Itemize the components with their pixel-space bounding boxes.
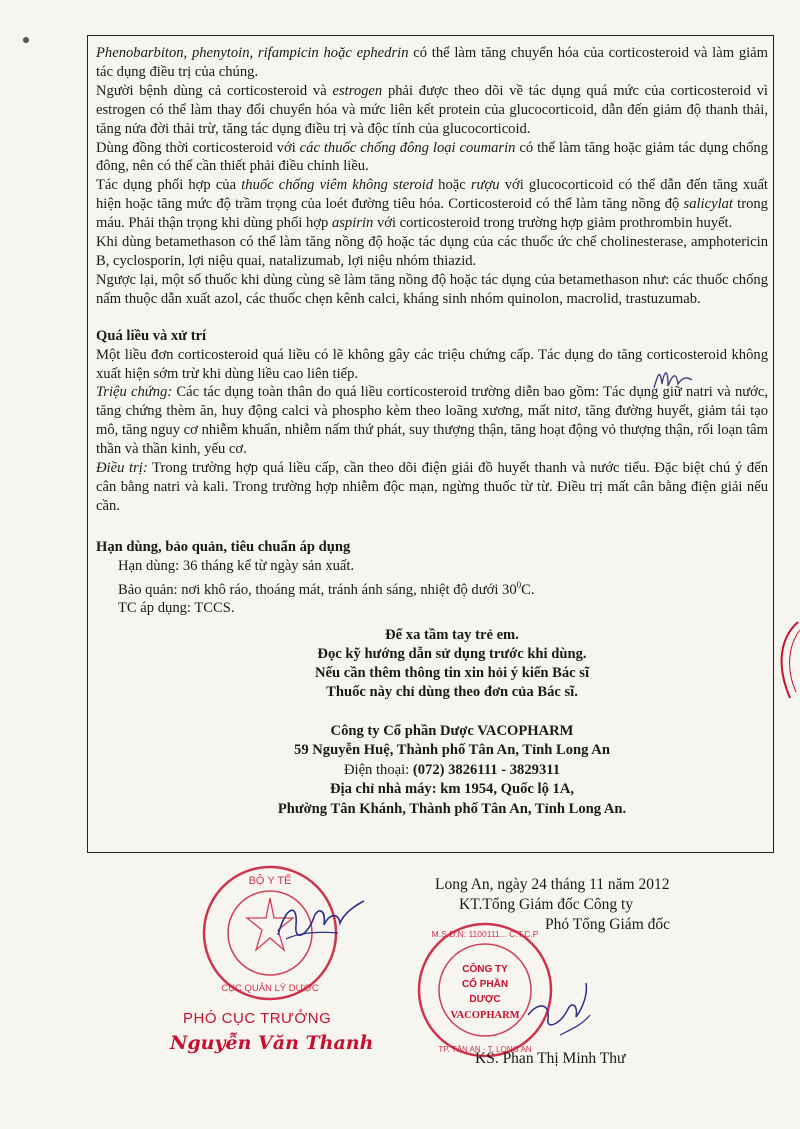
vice-director-name: Nguyễn Văn Thanh — [170, 1032, 374, 1054]
ministry-signature — [268, 895, 378, 955]
company-stamp-line: CỔ PHẦN — [461, 979, 509, 990]
warning-line: Thuốc này chỉ dùng theo đơn của Bác sĩ. — [326, 683, 578, 700]
warning-line: Để xa tầm tay trẻ em. — [385, 627, 519, 644]
signer-name: KS. Phan Thị Minh Thư — [475, 1050, 626, 1067]
date-line: Long An, ngày 24 tháng 11 năm 2012 — [435, 876, 670, 893]
applied-standard: TC áp dụng: TCCS. — [118, 600, 235, 617]
interaction-paragraph-6: Ngược lại, một số thuốc khi dùng cùng sẽ làm tăng nồng độ hoặc tác dụng của betamethason như: các thuốc chống nấm thuộc dẫn xuất azol, các thuốc chẹn kênh calci, kháng sinh nhóm quinolon, macrolid, trastuzumab. — [96, 271, 768, 307]
company-stamp-line: CÔNG TY — [462, 964, 508, 975]
company-address: 59 Nguyễn Huệ, Thành phố Tân An, Tỉnh Long An — [294, 742, 610, 759]
warning-line: Đọc kỹ hướng dẫn sử dụng trước khi dùng. — [317, 646, 587, 663]
edge-stamp-fragment — [770, 620, 800, 700]
company-name: Công ty Cổ phần Dược VACOPHARM — [330, 722, 574, 739]
overdose-heading: Quá liều và xử trí — [96, 327, 207, 344]
factory-address-2: Phường Tân Khánh, Thành phố Tân An, Tỉnh Long An. — [277, 800, 627, 817]
binder-hole — [23, 37, 29, 43]
signatory-title-1: KT.Tổng Giám đốc Công ty — [459, 896, 634, 913]
interaction-paragraph-2: Người bệnh dùng cả corticosteroid và estrogen phải được theo dõi về tác dụng quá mức của corticosteroid vì estrogen có thể làm thay đổi chuyển hóa và mức liên kết protein của glucocorticoid, dẫn đến giảm độ thanh thải, tăng nửa đời thải trừ, tăng tác dụng điều trị và độc tính của glucocorticoid. — [96, 82, 768, 137]
company-stamp-line: DƯỢC — [469, 994, 501, 1005]
warnings-block — [96, 626, 768, 702]
interaction-paragraph-1: Phenobarbiton, phenytoin, rifampicin hoặc ephedrin có thể làm tăng chuyển hóa của corticosteroid và làm giảm tác dụng điều trị của chúng. — [96, 45, 769, 80]
company-info — [96, 722, 768, 820]
initial-mark — [650, 362, 700, 392]
shelf-life: Hạn dùng: 36 tháng kể từ ngày sản xuất. — [118, 557, 355, 574]
company-stamp-ring: M.S.D.N: 1100111... C.T.C.P — [431, 929, 539, 939]
signatory-title-2: Phó Tổng Giám đốc — [545, 916, 670, 933]
storage-heading: Hạn dùng, bảo quản, tiêu chuẩn áp dụng — [96, 538, 351, 555]
interaction-paragraph-4: Tác dụng phối hợp của thuốc chống viêm không steroid hoặc rượu với glucocorticoid có thể dẫn đến tăng xuất hiện hoặc tăng mức độ trầm trọng của loét đường tiêu hóa. Corticosteroid có thể làm tăng nồng độ salicylat trong máu. Phải thận trọng khi dùng phối hợp aspirin với corticosteroid trong trường hợp giảm prothrombin huyết. — [96, 177, 768, 232]
factory-address-1: Địa chỉ nhà máy: km 1954, Quốc lộ 1A, — [329, 781, 575, 798]
overdose-paragraph: Một liều đơn corticosteroid quá liều có lẽ không gây các triệu chứng cấp. Tác dụng do tăng corticosteroid không xuất hiện sớm trừ khi dùng liều cao liên tiếp. — [96, 346, 768, 382]
warning-line: Nếu cần thêm thông tin xin hỏi ý kiến Bác sĩ — [314, 665, 590, 682]
overdose-symptoms: Triệu chứng: Các tác dụng toàn thân do quá liều corticosteroid trường diễn bao gồm: Tác dụng giữ natri và nước, tăng chứng thèm ăn, huy động calci và phospho kèm theo loãng xương, mất nitơ, tăng đường huyết, giảm tái tạo mô, tăng nguy cơ nhiễm khuẩn, nhiễm nấm thứ phát, suy thượng thận, tăng hoạt động vỏ thượng thận, rối loạn tâm thần và thần kinh, yếu cơ. — [96, 384, 768, 458]
ministry-stamp-top: BỘ Y TẾ — [248, 875, 292, 887]
storage-conditions: Bảo quản: nơi khô ráo, thoáng mát, tránh ánh sáng, nhiệt độ dưới $30^0C$. — [118, 579, 535, 598]
company-phone: Điện thoại: (072) 3826111 - 3829311 — [343, 761, 561, 778]
vice-director-title: PHÓ CỤC TRƯỞNG — [183, 1010, 332, 1027]
ministry-stamp-bottom: CỤC QUẢN LÝ DƯỢC — [221, 983, 319, 994]
overdose-treatment: Điều trị: Trong trường hợp quá liều cấp, cần theo dõi điện giải đồ huyết thanh và nước tiểu. Đặc biệt chú ý đến cân bằng natri và kali. Trong trường hợp nhiễm độc mạn, ngừng thuốc từ từ. Điều trị mất cân bằng điện giải nếu cần. — [96, 460, 768, 514]
interaction-paragraph-3: Dùng đồng thời corticosteroid với các thuốc chống đông loại coumarin có thể làm tăng hoặc giảm tác dụng chống đông, nên có thể cần thiết phải điều chỉnh liều. — [96, 139, 768, 175]
company-signature — [520, 975, 600, 1045]
interaction-paragraph-5: Khi dùng betamethason có thể làm tăng nồng độ hoặc tác dụng của các thuốc ức chế cholinesterase, amphotericin B, cyclosporin, lợi niệu quai, natalizumab, lợi niệu nhóm thiazid. — [96, 234, 768, 269]
company-stamp-ring-bottom: TP. TÂN AN - T. LONG AN — [438, 1045, 532, 1054]
company-stamp-line: VACOPHARM — [450, 1010, 520, 1021]
body-text — [96, 44, 768, 819]
